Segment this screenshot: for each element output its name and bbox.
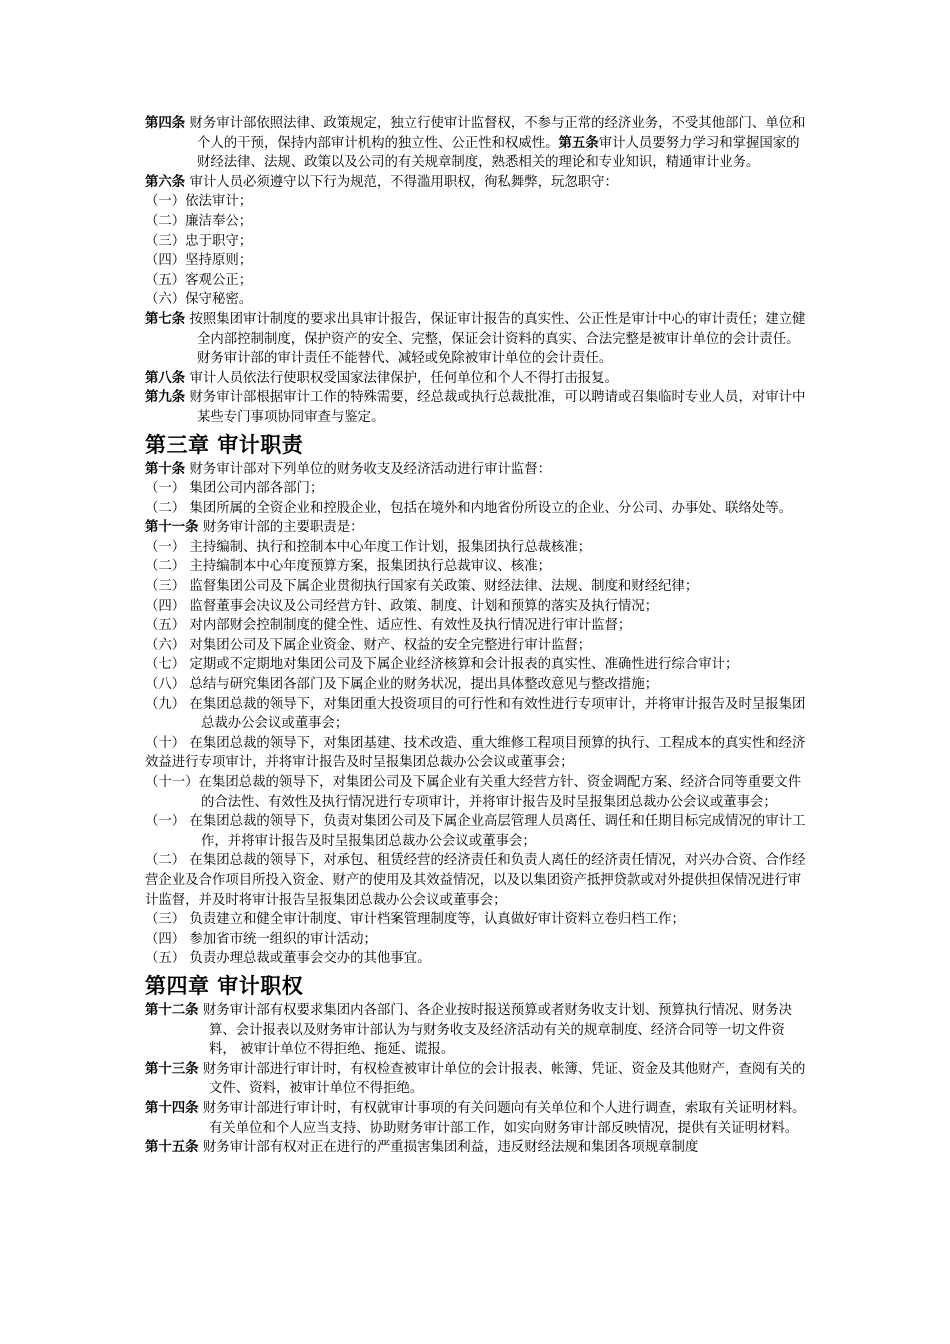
article-label: 第六条: [145, 174, 186, 190]
article-14: [145, 1099, 810, 1138]
list-item: （一） 在集团总裁的领导下，负责对集团公司及下属企业高层管理人员离任、调任和任期目标完成情况的审计工作，并将审计报告及时呈报集团总裁办公会议或董事会；: [145, 814, 806, 849]
article-text: 财务审计部进行审计时，有权就审计事项的有关问题向有关单位和个人进行调查，索取有关证明材料。有关单位和个人应当支持、协助财务审计部工作，如实向财务审计部反映情况，提供有关证明材料。: [202, 1100, 806, 1136]
article-label: 第九条: [145, 390, 186, 406]
article-label: 第十四条: [145, 1100, 199, 1116]
list-item: （二）廉洁奉公；: [145, 213, 253, 229]
article-15: [145, 1138, 810, 1158]
list-item: （十） 在集团总裁的领导下，对集团基建、技术改造、重大维修工程项目预算的执行、工程成本的真实性和经济效益进行专项审计，并将审计报告及时呈报集团总裁办公会议或董事会；: [145, 735, 806, 771]
article-text: 按照集团审计制度的要求出具审计报告，保证审计报告的真实性、公正性是审计中心的审计责任；建立健全内部控制制度，保护资产的安全、完整，保证会计资料的真实、合法完整是被审计单位的会计责任。财务审计部的审计责任不能替代、减轻或免除被审计单位的会计责任。: [189, 311, 806, 367]
article-9: [145, 388, 810, 427]
article-label: 第十条: [145, 461, 186, 477]
document-body: [145, 114, 810, 1158]
article-text: 审计人员依法行使职权受国家法律保护，任何单位和个人不得打击报复。: [189, 370, 618, 386]
list-item: （三）忠于职守；: [145, 233, 253, 249]
chapter-heading: 第三章 审计职责: [145, 432, 304, 457]
article-label: 第十二条: [145, 1002, 199, 1018]
article-text: 财务审计部有权对正在进行的严重损害集团利益，违反财经法规和集团各项规章制度: [202, 1140, 699, 1156]
list-item: （十一）在集团总裁的领导下，对集团公司及下属企业有关重大经营方针、资金调配方案、经济合同等重要文件的合法性、有效性及执行情况进行专项审计，并将审计报告及时呈报集团总裁办公会议或董事会；: [145, 775, 802, 810]
article-text: 财务审计部有权要求集团内各部门、各企业按时报送预算或者财务收支计划、预算执行情况、财务决算、会计报表以及财务审计部认为与财务收支及经济活动有关的规章制度、经济合同等一切文件资料， 被审计单位不得拒绝、拖延、谎报。: [202, 1002, 793, 1058]
list-item: （二） 在集团总裁的领导下，对承包、租赁经营的经济责任和负责人离任的经济责任情况，对兴办合资、合作经营企业及合作项目所投入资金、财产的使用及其效益情况，以及以集团资产抵押贷款或对外提供担保情况进行审计监督，并及时将审计报告呈报集团总裁办公会议或董事会；: [145, 853, 806, 908]
article-7: [145, 310, 810, 369]
list-item: （九） 在集团总裁的领导下，对集团重大投资项目的可行性和有效性进行专项审计，并将审计报告及时呈报集团总裁办公会议或董事会；: [145, 696, 806, 732]
list-item: （四）坚持原则；: [145, 253, 253, 269]
article-text: 财务审计部对下列单位的财务收支及经济活动进行审计监督：: [189, 461, 551, 477]
article-label: 第十五条: [145, 1140, 199, 1156]
list-item: （三） 监督集团公司及下属企业贯彻执行国家有关政策、财经法律、法规、制度和财经纪律；: [145, 579, 699, 595]
list-item: （一） 集团公司内部各部门；: [145, 481, 324, 497]
article-label: 第八条: [145, 370, 186, 386]
article-11: [145, 518, 810, 538]
list-item: （七） 定期或不定期地对集团公司及下属企业经济核算和会计报表的真实性、准确性进行综合审计；: [145, 657, 739, 673]
list-item: （八） 总结与研究集团各部门及下属企业的财务状况，提出具体整改意见与整改措施；: [145, 677, 659, 693]
article-text: 财务审计部的主要职责是：: [202, 520, 364, 536]
list-item: （二） 集团所属的全资企业和控股企业，包括在境外和内地省份所设立的企业、分公司、办事处、联络处等。: [145, 500, 793, 516]
list-item: （四） 监督董事会决议及公司经营方针、政策、制度、计划和预算的落实及执行情况；: [145, 598, 659, 614]
article-4: [145, 114, 810, 173]
article-6: [145, 173, 810, 193]
chapter-heading: 第四章 审计职权: [145, 973, 304, 998]
list-item: （五） 对内部财会控制制度的健全性、适应性、有效性及执行情况进行审计监督；: [145, 618, 632, 634]
article-13: [145, 1060, 810, 1099]
list-item: （五）客观公正；: [145, 272, 253, 288]
article-10: [145, 460, 810, 480]
list-item: （五） 负责办理总裁或董事会交办的其他事宜。: [145, 951, 431, 967]
article-12: [145, 1001, 810, 1060]
list-item: （三） 负责建立和健全审计制度、审计档案管理制度等，认真做好审计资料立卷归档工作；: [145, 912, 685, 928]
list-item: （二） 主持编制本中心年度预算方案，报集团执行总裁审议、核准；: [145, 559, 551, 575]
list-item: （六）保守秘密。: [145, 292, 253, 308]
list-item: （六） 对集团公司及下属企业资金、财产、权益的安全完整进行审计监督；: [145, 637, 592, 653]
list-item: （四） 参加省市统一组织的审计活动；: [145, 931, 377, 947]
article-8: [145, 369, 810, 389]
article-label: 第七条: [145, 311, 186, 327]
article-label: 第十三条: [145, 1061, 199, 1077]
article-text: 审计人员必须遵守以下行为规范，不得滥用职权，徇私舞弊，玩忽职守：: [189, 174, 618, 190]
article-label: 第四条: [145, 116, 186, 131]
list-item: （一）依法审计；: [145, 194, 253, 210]
article-text: 财务审计部进行审计时，有权检查被审计单位的会计报表、帐簿、凭证、资金及其他财产，查阅有关的文件、资料，被审计单位不得拒绝。: [202, 1061, 806, 1097]
article-text: 财务审计部依照法律、政策规定，独立行使审计监督权，不参与正常的经济业务，不受其他部门、单位和个人的干预，保持内部审计机构的独立性、公正性和权威性。: [189, 116, 806, 151]
article-label: 第五条: [558, 135, 599, 151]
article-text: 财务审计部根据审计工作的特殊需要，经总裁或执行总裁批准，可以聘请或召集临时专业人员，对审计中某些专门事项协同审查与鉴定。: [189, 390, 806, 425]
article-text: 审计人员要努力学习和掌握国家的财经法律、法规、政策以及公司的有关规章制度，熟悉相关的理论和专业知识，精通审计业务。: [197, 135, 800, 171]
list-item: （一） 主持编制、执行和控制本中心年度工作计划，报集团执行总裁核准；: [145, 539, 592, 555]
article-label: 第十一条: [145, 520, 199, 536]
